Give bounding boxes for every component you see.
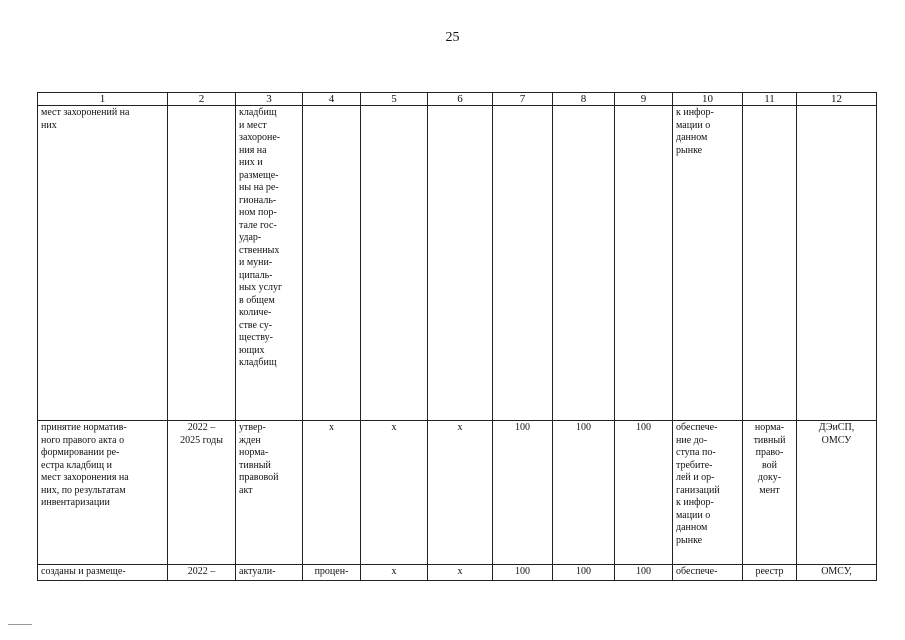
header-cell: 5 [361, 93, 428, 106]
scan-mark [8, 624, 32, 625]
cell-col6: х [428, 421, 493, 565]
cell-period: 2022 – [168, 565, 236, 581]
cell-period: 2022 – 2025 годы [168, 421, 236, 565]
cell-col4: процен- [303, 565, 361, 581]
header-cell: 7 [493, 93, 553, 106]
cell-result: к инфор- мации о данном рынке [673, 106, 743, 421]
table-row [38, 106, 877, 421]
cell-col6: х [428, 565, 493, 581]
cell-activity: созданы и размеще- [38, 565, 168, 581]
cell-col5: х [361, 421, 428, 565]
cell-document [743, 106, 797, 421]
cell-col9 [615, 106, 673, 421]
cell-result: обеспече- ние до- ступа по- требите- лей и ор- ганизаций к инфор- мации о данном рынке [673, 421, 743, 565]
header-cell: 10 [673, 93, 743, 106]
cell-col8 [553, 106, 615, 421]
header-cell: 11 [743, 93, 797, 106]
header-cell: 4 [303, 93, 361, 106]
cell-result: обеспече- [673, 565, 743, 581]
cell-activity: принятие норматив- ного правого акта о формировании ре- естра кладбищ и мест захоронения на них, по результатам инвентаризации [38, 421, 168, 565]
data-table [37, 92, 877, 581]
cell-indicator: кладбищ и мест захороне- ния на них и размеще- ны на ре- гиональ- ном пор- тале гос- удар- ственных и муни- ципаль- ных услуг в общем количе- стве су- ществу- ющих кладбищ [236, 106, 303, 421]
cell-col9: 100 [615, 565, 673, 581]
table-row [38, 565, 877, 581]
header-cell: 9 [615, 93, 673, 106]
cell-col4 [303, 106, 361, 421]
table-row [38, 421, 877, 565]
header-cell: 2 [168, 93, 236, 106]
header-cell: 12 [797, 93, 877, 106]
cell-col5: х [361, 565, 428, 581]
cell-document: норма- тивный право- вой доку- мент [743, 421, 797, 565]
cell-activity: мест захоронений на них [38, 106, 168, 421]
cell-indicator: актуали- [236, 565, 303, 581]
cell-period [168, 106, 236, 421]
header-cell: 3 [236, 93, 303, 106]
cell-responsible: ДЭиСП, ОМСУ [797, 421, 877, 565]
cell-col8: 100 [553, 421, 615, 565]
cell-document: реестр [743, 565, 797, 581]
cell-col6 [428, 106, 493, 421]
header-cell: 6 [428, 93, 493, 106]
cell-col8: 100 [553, 565, 615, 581]
cell-col7 [493, 106, 553, 421]
cell-indicator: утвер- жден норма- тивный правовой акт [236, 421, 303, 565]
header-cell: 1 [38, 93, 168, 106]
page-number: 25 [445, 30, 460, 45]
header-row [38, 93, 877, 106]
header-cell: 8 [553, 93, 615, 106]
cell-col7: 100 [493, 421, 553, 565]
cell-responsible [797, 106, 877, 421]
cell-col7: 100 [493, 565, 553, 581]
cell-col5 [361, 106, 428, 421]
cell-col4: х [303, 421, 361, 565]
cell-responsible: ОМСУ, [797, 565, 877, 581]
cell-col9: 100 [615, 421, 673, 565]
